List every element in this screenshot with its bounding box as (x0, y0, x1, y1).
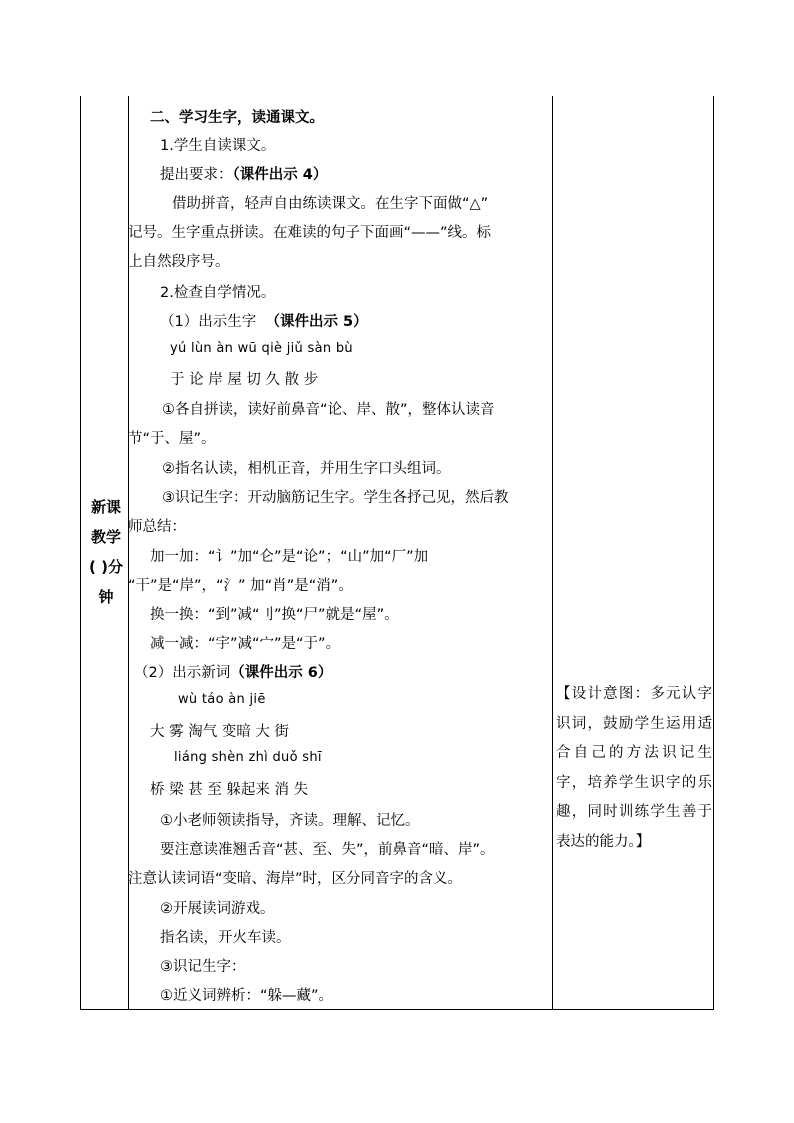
table-border-left (80, 96, 81, 1010)
word-line: 桥 梁 甚 至 躲起来 消 失 (150, 782, 309, 798)
text-line: 换一换：“到”减“刂”换“尸”就是“屋”。 (150, 607, 399, 623)
text-line: 1.学生自读课文。 (160, 138, 276, 154)
text-line: ③识记生字：开动脑筋记生字。学生各抒己见，然后教 (162, 490, 509, 506)
text-line: ②指名认读，相机正音，并用生字口头组词。 (162, 461, 451, 477)
text-line: 节“于、屋”。 (128, 431, 216, 447)
section-label-line: ( )分 (89, 558, 123, 576)
text-line: 借助拼音，轻声自由练读课文。在生字下面做“△” (172, 196, 489, 212)
text-line: 记号。生字重点拼读。在难读的句子下面画“——”线。标 (128, 225, 492, 241)
text-span: （1）出示生字 (160, 314, 257, 330)
pinyin-line: yú lùn àn wū qiè jiǔ sàn bù (170, 341, 353, 356)
pinyin-line: wù táo àn jiē (178, 692, 266, 707)
text-line: 上自然段序号。 (128, 254, 230, 270)
table-border-right (713, 96, 714, 1010)
courseware-tag: （课件出示 5） (265, 314, 368, 330)
text-line: 师总结： (128, 519, 186, 535)
text-line: 要注意读准翘舌音“甚、至、失”，前鼻音“暗、岸”。 (160, 842, 495, 858)
text-line: 加一加：“讠”加“仑”是“论”；“山”加“厂”加 (150, 549, 429, 565)
courseware-tag: （课件出示 6） (230, 665, 333, 681)
design-intent-note: 【设计意图：多元认字识词，鼓励学生运用适合自己的方法识记生字，培养学生识字的乐趣，同时训练学生善于表达的能力。】 (556, 686, 712, 850)
text-line: “干”是“岸”，“氵” 加“肖”是“消”。 (128, 578, 353, 594)
text-line: ①各自拼读，读好前鼻音“论、岸、散”，整体认读音 (162, 402, 495, 418)
text-line: ①近义词辨析：“躲—藏”。 (160, 988, 334, 1004)
text-line: ③识记生字： (160, 959, 246, 975)
text-line: 2.检查自学情况。 (160, 285, 276, 301)
text-line: ①小老师领读指导，齐读。理解、记忆。 (160, 813, 420, 829)
pinyin-line: liáng shèn zhì duǒ shī (174, 750, 322, 765)
section-label (84, 492, 128, 612)
word-line: 大 雾 淘气 变暗 大 街 (150, 724, 290, 740)
text-line: ②开展读词游戏。 (160, 901, 275, 917)
text-line: 减一减：“宇”减“宀”是“于”。 (150, 636, 341, 652)
text-line (160, 310, 368, 331)
text-line: 注意认读词语“变暗、海岸”时，区分同音字的含义。 (128, 871, 463, 887)
character-line: 于 论 岸 屋 切 久 散 步 (170, 372, 319, 388)
courseware-tag: （课件出示 4） (232, 167, 328, 183)
table-border-bottom (80, 1009, 714, 1010)
text-line: 指名读，开火车读。 (160, 930, 291, 946)
section-heading: 二、学习生字，读通课文。 (150, 110, 324, 126)
text-line (160, 163, 327, 184)
text-span: 提出要求： (160, 167, 233, 183)
section-label-line: 教学 (90, 528, 121, 546)
section-label-line: 钟 (98, 588, 114, 606)
section-label-line: 新课 (90, 498, 121, 516)
table-border-col2 (552, 96, 553, 1010)
text-span: （2）出示新词 (134, 665, 231, 681)
text-line (134, 661, 332, 682)
